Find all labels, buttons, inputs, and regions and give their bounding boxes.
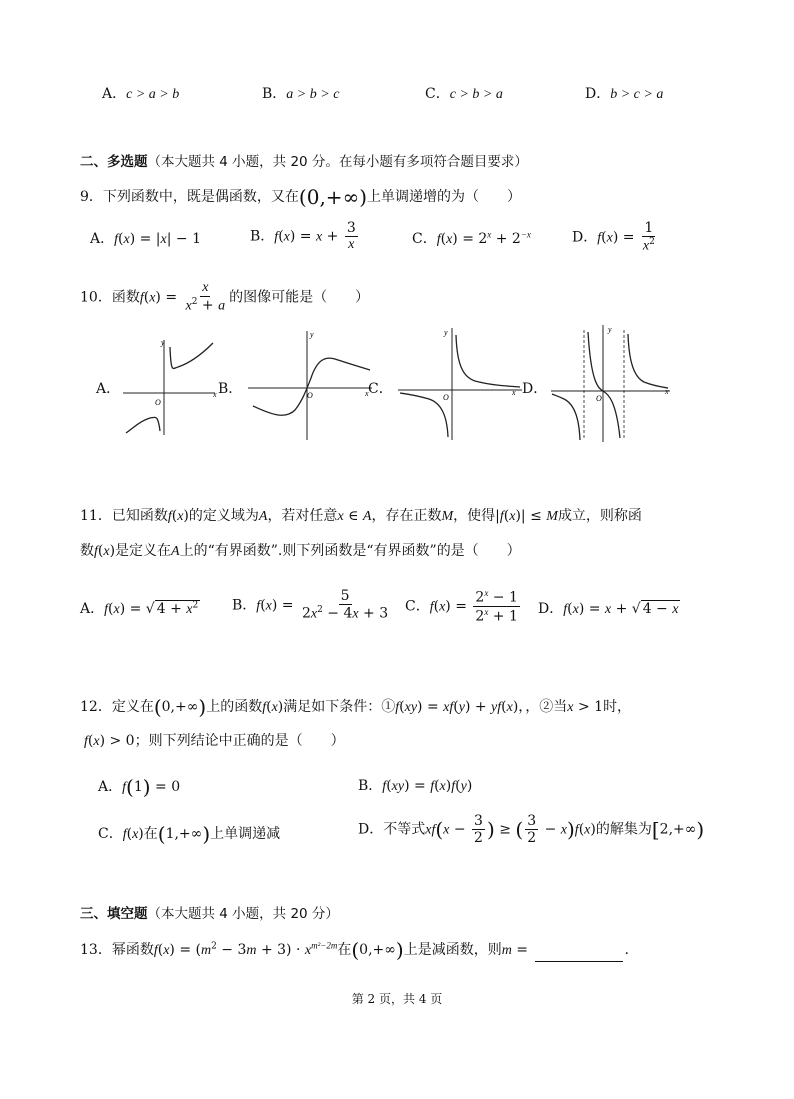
q11-stem-line2: 数f(x)是定义在A上的“有界函数”.则下列函数是“有界函数”的是（ ） [80, 543, 521, 559]
q8-option-d[interactable]: D．b > c > a [585, 86, 664, 102]
q10-graph-a[interactable] [118, 335, 218, 440]
svg-text:O: O [443, 393, 449, 402]
q12-option-c[interactable]: C．f(x)在(1,+∞)上单调递减 [98, 822, 281, 846]
q13-answer-blank[interactable] [535, 961, 623, 962]
q9-option-b[interactable]: B．f(x) = x + $\frac{3}{x}$ [250, 220, 356, 253]
page-footer: 第 2 页，共 4 页 [351, 992, 443, 1006]
svg-text:x: x [665, 387, 669, 396]
svg-text:y: y [310, 330, 314, 339]
q9-option-d[interactable]: D．f(x) = $\frac{1}{x^2}$ [572, 220, 655, 254]
q12-option-b[interactable]: B．f(xy) = f(x)f(y) [358, 778, 473, 794]
q11-stem-line1: 11．已知函数f(x)的定义域为A，若对任意x ∈ A，存在正数M，使得|f(x)| ≤ M成立，则称函 [80, 508, 642, 524]
q12-stem-line2: f(x) > 0；则下列结论中正确的是（ ） [84, 733, 345, 749]
q11-option-c[interactable]: C．f(x) = $\frac{2^x - 1}{2^x + 1}$ [405, 588, 518, 625]
svg-text:x: x [365, 389, 369, 398]
q10-label-b[interactable]: B． [218, 381, 243, 397]
q10-stem: 10．函数f(x) = $\frac{x}{x^2 + a}$ 的图像可能是（ ） [80, 280, 370, 314]
q9-option-c[interactable]: C．$f(x) = 2^x + 2^{-x}$ [412, 229, 531, 247]
q13-stem: 13．幂函数$f(x) = (m^2 - 3m + 3) \cdot x^{m^2-2m}$在(0,+∞)上是减函数，则m = . [80, 938, 629, 962]
q8-option-b[interactable]: B．a > b > c [262, 86, 340, 102]
q9-option-a[interactable]: A．f(x) = |x| − 1 [90, 231, 201, 247]
q9-stem: 9．下列函数中，既是偶函数，又在(0,+∞)上单调递增的为（ ） [80, 185, 522, 209]
q12-stem-line1: 12．定义在(0,+∞)上的函数f(x)满足如下条件：①f(xy) = xf(y) + yf(x)，，②当x > 1时， [80, 695, 632, 719]
svg-text:O: O [307, 391, 313, 400]
q10-graph-d[interactable] [548, 322, 673, 444]
q12-option-a[interactable]: A．f(1) = 0 [98, 775, 181, 799]
svg-text:O: O [596, 394, 602, 403]
q8-option-a[interactable]: A．c > a > b [102, 86, 180, 102]
q10-graph-c[interactable] [395, 325, 525, 443]
q10-label-d[interactable]: D． [522, 381, 548, 397]
svg-text:y: y [161, 338, 165, 347]
q11-option-d[interactable]: D．f(x) = x + √ 4 − x [538, 601, 679, 617]
q8-option-c[interactable]: C．c > b > a [425, 86, 503, 102]
svg-text:x: x [213, 390, 217, 399]
q10-label-c[interactable]: C． [368, 381, 393, 397]
svg-text:O: O [155, 398, 161, 407]
q10-label-a[interactable]: A． [96, 381, 121, 397]
q12-option-d[interactable]: D．不等式xf(x − $\frac{3}{2}$ ) ≥ ( $\frac{3}{2}$ − x)f(x)的解集为[2,+∞) [358, 813, 705, 847]
q11-option-b[interactable]: B．f(x) = $\frac{5}{2x^2 - 4x + 3}$ [232, 588, 389, 622]
svg-text:y: y [608, 325, 612, 334]
section-3-heading: 三、填空题（本大题共 4 小题，共 20 分） [80, 906, 339, 922]
q11-option-a[interactable]: A．f(x) = √ $4 + x^2$ [80, 600, 199, 617]
section-2-heading: 二、多选题（本大题共 4 小题，共 20 分。在每小题有多项符合题目要求） [80, 154, 528, 170]
svg-text:x: x [512, 388, 516, 397]
svg-text:y: y [444, 328, 448, 337]
q10-graph-b[interactable] [245, 328, 375, 443]
